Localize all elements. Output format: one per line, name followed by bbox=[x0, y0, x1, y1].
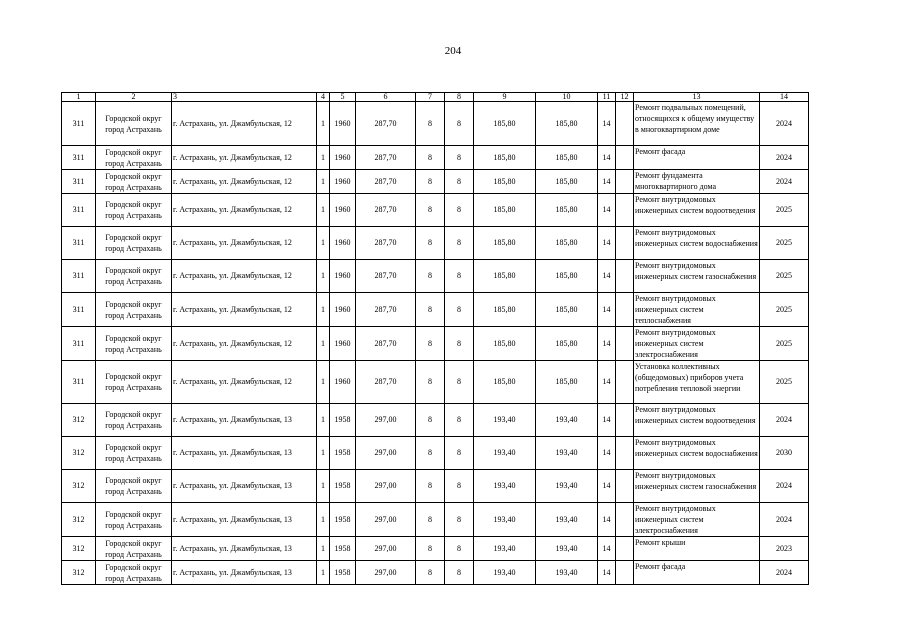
table-cell-col-11: 14 bbox=[598, 194, 616, 227]
table-cell-col-10: 193,40 bbox=[536, 470, 598, 503]
table-cell-col-5: 1960 bbox=[330, 194, 356, 227]
table-cell-col-5: 1960 bbox=[330, 170, 356, 194]
table-cell-col-5: 1960 bbox=[330, 102, 356, 146]
table-cell-col-1: 312 bbox=[62, 404, 96, 437]
table-cell-col-6: 297,00 bbox=[356, 561, 416, 585]
table-cell-col-10: 193,40 bbox=[536, 537, 598, 561]
table-cell-col-9: 193,40 bbox=[474, 561, 536, 585]
table-cell-col-13: Ремонт фундамента многоквартирного дома bbox=[634, 170, 760, 194]
table-cell-col-7: 8 bbox=[416, 537, 445, 561]
table-cell-col-10: 185,80 bbox=[536, 361, 598, 404]
table-cell-col-11: 14 bbox=[598, 470, 616, 503]
table-cell-col-3: г. Астрахань, ул. Джамбульская, 13 bbox=[172, 437, 317, 470]
table-cell-col-4: 1 bbox=[317, 194, 330, 227]
table-cell-col-5: 1960 bbox=[330, 227, 356, 260]
table-cell-col-9: 193,40 bbox=[474, 437, 536, 470]
table-cell-col-5: 1960 bbox=[330, 293, 356, 327]
table-cell-col-11: 14 bbox=[598, 293, 616, 327]
table-cell-col-6: 287,70 bbox=[356, 146, 416, 170]
table-cell-col-4: 1 bbox=[317, 293, 330, 327]
table-cell-col-7: 8 bbox=[416, 470, 445, 503]
table-cell-col-14: 2024 bbox=[760, 561, 809, 585]
table-cell-col-5: 1960 bbox=[330, 327, 356, 361]
table-cell-col-11: 14 bbox=[598, 146, 616, 170]
column-header-13: 13 bbox=[634, 93, 760, 102]
table-cell-col-5: 1958 bbox=[330, 561, 356, 585]
table-cell-col-8: 8 bbox=[445, 361, 474, 404]
table-cell-col-12 bbox=[616, 361, 634, 404]
table-cell-col-10: 193,40 bbox=[536, 437, 598, 470]
table-cell-col-13: Ремонт внутридомовых инженерных систем водоотведения bbox=[634, 194, 760, 227]
table-row bbox=[62, 146, 809, 170]
table-cell-col-11: 14 bbox=[598, 227, 616, 260]
table-cell-col-10: 185,80 bbox=[536, 293, 598, 327]
table-cell-col-14: 2024 bbox=[760, 102, 809, 146]
table-cell-col-8: 8 bbox=[445, 537, 474, 561]
table-cell-col-9: 185,80 bbox=[474, 260, 536, 293]
table-cell-col-13: Ремонт подвальных помещений, относящихся к общему имуществу в многоквартирном доме bbox=[634, 102, 760, 146]
table-cell-col-13: Ремонт внутридомовых инженерных систем электроснабжения bbox=[634, 503, 760, 537]
table-cell-col-7: 8 bbox=[416, 170, 445, 194]
table-cell-col-11: 14 bbox=[598, 404, 616, 437]
table-row bbox=[62, 327, 809, 361]
table-cell-col-12 bbox=[616, 561, 634, 585]
table-cell-col-12 bbox=[616, 227, 634, 260]
column-header-4: 4 bbox=[317, 93, 330, 102]
column-header-8: 8 bbox=[445, 93, 474, 102]
table-cell-col-10: 193,40 bbox=[536, 503, 598, 537]
table-cell-col-5: 1958 bbox=[330, 470, 356, 503]
table-cell-col-12 bbox=[616, 170, 634, 194]
table-cell-col-14: 2025 bbox=[760, 227, 809, 260]
table-cell-col-13: Ремонт внутридомовых инженерных систем электроснабжения bbox=[634, 327, 760, 361]
table-cell-col-1: 311 bbox=[62, 260, 96, 293]
table-row bbox=[62, 260, 809, 293]
table-cell-col-1: 311 bbox=[62, 194, 96, 227]
table-cell-col-8: 8 bbox=[445, 146, 474, 170]
table-cell-col-12 bbox=[616, 470, 634, 503]
table-cell-col-7: 8 bbox=[416, 404, 445, 437]
table-cell-col-3: г. Астрахань, ул. Джамбульская, 13 bbox=[172, 503, 317, 537]
table-cell-col-14: 2025 bbox=[760, 194, 809, 227]
table-cell-col-8: 8 bbox=[445, 227, 474, 260]
table-cell-col-10: 193,40 bbox=[536, 404, 598, 437]
table-row bbox=[62, 170, 809, 194]
table-cell-col-10: 193,40 bbox=[536, 561, 598, 585]
table-cell-col-5: 1960 bbox=[330, 146, 356, 170]
table-cell-col-2: Городской округ город Астрахань bbox=[96, 102, 172, 146]
table-cell-col-8: 8 bbox=[445, 561, 474, 585]
table-cell-col-14: 2030 bbox=[760, 437, 809, 470]
table-cell-col-2: Городской округ город Астрахань bbox=[96, 437, 172, 470]
table-cell-col-3: г. Астрахань, ул. Джамбульская, 12 bbox=[172, 170, 317, 194]
table-cell-col-3: г. Астрахань, ул. Джамбульская, 13 bbox=[172, 537, 317, 561]
table-cell-col-13: Ремонт внутридомовых инженерных систем газоснабжения bbox=[634, 470, 760, 503]
table-cell-col-7: 8 bbox=[416, 293, 445, 327]
table-cell-col-7: 8 bbox=[416, 146, 445, 170]
table-cell-col-9: 185,80 bbox=[474, 361, 536, 404]
table-cell-col-5: 1958 bbox=[330, 437, 356, 470]
table-cell-col-5: 1960 bbox=[330, 361, 356, 404]
table-cell-col-2: Городской округ город Астрахань bbox=[96, 146, 172, 170]
table-cell-col-5: 1958 bbox=[330, 404, 356, 437]
table-cell-col-14: 2024 bbox=[760, 404, 809, 437]
table-cell-col-11: 14 bbox=[598, 102, 616, 146]
table-cell-col-2: Городской округ город Астрахань bbox=[96, 194, 172, 227]
table-cell-col-7: 8 bbox=[416, 194, 445, 227]
table-cell-col-13: Ремонт фасада bbox=[634, 561, 760, 585]
table-cell-col-5: 1960 bbox=[330, 260, 356, 293]
table-cell-col-7: 8 bbox=[416, 361, 445, 404]
table-cell-col-13: Ремонт внутридомовых инженерных систем водоснабжения bbox=[634, 227, 760, 260]
table-cell-col-2: Городской округ город Астрахань bbox=[96, 404, 172, 437]
table-cell-col-2: Городской округ город Астрахань bbox=[96, 470, 172, 503]
table-cell-col-9: 185,80 bbox=[474, 327, 536, 361]
table-cell-col-11: 14 bbox=[598, 503, 616, 537]
table-cell-col-1: 312 bbox=[62, 503, 96, 537]
table-cell-col-14: 2024 bbox=[760, 146, 809, 170]
table-cell-col-11: 14 bbox=[598, 170, 616, 194]
table-row bbox=[62, 404, 809, 437]
table-cell-col-1: 311 bbox=[62, 361, 96, 404]
table-cell-col-4: 1 bbox=[317, 327, 330, 361]
table-cell-col-12 bbox=[616, 437, 634, 470]
table-cell-col-4: 1 bbox=[317, 170, 330, 194]
table-cell-col-2: Городской округ город Астрахань bbox=[96, 503, 172, 537]
table-cell-col-9: 185,80 bbox=[474, 227, 536, 260]
table-cell-col-2: Городской округ город Астрахань bbox=[96, 361, 172, 404]
table-cell-col-10: 185,80 bbox=[536, 170, 598, 194]
table-cell-col-5: 1958 bbox=[330, 537, 356, 561]
table-cell-col-3: г. Астрахань, ул. Джамбульская, 12 bbox=[172, 293, 317, 327]
table-cell-col-9: 193,40 bbox=[474, 470, 536, 503]
table-cell-col-11: 14 bbox=[598, 437, 616, 470]
column-header-9: 9 bbox=[474, 93, 536, 102]
table-cell-col-4: 1 bbox=[317, 146, 330, 170]
table-cell-col-1: 312 bbox=[62, 437, 96, 470]
table-cell-col-11: 14 bbox=[598, 327, 616, 361]
table-cell-col-13: Ремонт фасада bbox=[634, 146, 760, 170]
table-cell-col-3: г. Астрахань, ул. Джамбульская, 13 bbox=[172, 470, 317, 503]
table-cell-col-2: Городской округ город Астрахань bbox=[96, 170, 172, 194]
table-row bbox=[62, 102, 809, 146]
table-cell-col-6: 287,70 bbox=[356, 327, 416, 361]
table-cell-col-9: 193,40 bbox=[474, 503, 536, 537]
capital-repair-table bbox=[61, 92, 809, 585]
table-cell-col-3: г. Астрахань, ул. Джамбульская, 12 bbox=[172, 146, 317, 170]
table-cell-col-12 bbox=[616, 404, 634, 437]
table-cell-col-10: 185,80 bbox=[536, 146, 598, 170]
table-cell-col-4: 1 bbox=[317, 503, 330, 537]
column-header-12: 12 bbox=[616, 93, 634, 102]
table-row bbox=[62, 470, 809, 503]
table-cell-col-6: 287,70 bbox=[356, 293, 416, 327]
column-number-header bbox=[62, 93, 809, 102]
table-cell-col-10: 185,80 bbox=[536, 327, 598, 361]
table-cell-col-6: 287,70 bbox=[356, 227, 416, 260]
table-cell-col-13: Ремонт внутридомовых инженерных систем водоснабжения bbox=[634, 437, 760, 470]
table-cell-col-7: 8 bbox=[416, 561, 445, 585]
column-header-14: 14 bbox=[760, 93, 809, 102]
table-cell-col-6: 287,70 bbox=[356, 361, 416, 404]
table-cell-col-9: 185,80 bbox=[474, 170, 536, 194]
table-cell-col-12 bbox=[616, 102, 634, 146]
table-cell-col-2: Городской округ город Астрахань bbox=[96, 537, 172, 561]
table-cell-col-7: 8 bbox=[416, 327, 445, 361]
table-cell-col-9: 185,80 bbox=[474, 146, 536, 170]
table-cell-col-13: Ремонт внутридомовых инженерных систем теплоснабжения bbox=[634, 293, 760, 327]
table-cell-col-2: Городской округ город Астрахань bbox=[96, 227, 172, 260]
table-cell-col-12 bbox=[616, 194, 634, 227]
table-cell-col-11: 14 bbox=[598, 260, 616, 293]
table-row bbox=[62, 503, 809, 537]
table-cell-col-6: 297,00 bbox=[356, 537, 416, 561]
table-cell-col-13: Установка коллективных (общедомовых) приборов учета потребления тепловой энергии bbox=[634, 361, 760, 404]
table-cell-col-4: 1 bbox=[317, 227, 330, 260]
table-row bbox=[62, 561, 809, 585]
table-cell-col-3: г. Астрахань, ул. Джамбульская, 12 bbox=[172, 194, 317, 227]
table-row bbox=[62, 227, 809, 260]
table-cell-col-3: г. Астрахань, ул. Джамбульская, 12 bbox=[172, 361, 317, 404]
table-row bbox=[62, 437, 809, 470]
table-cell-col-8: 8 bbox=[445, 470, 474, 503]
table-cell-col-6: 287,70 bbox=[356, 260, 416, 293]
table-row bbox=[62, 361, 809, 404]
table-row bbox=[62, 293, 809, 327]
column-header-2: 2 bbox=[96, 93, 172, 102]
column-header-3: 3 bbox=[172, 93, 317, 102]
table-cell-col-11: 14 bbox=[598, 537, 616, 561]
table-cell-col-4: 1 bbox=[317, 470, 330, 503]
table-cell-col-4: 1 bbox=[317, 437, 330, 470]
table-cell-col-8: 8 bbox=[445, 170, 474, 194]
table-cell-col-12 bbox=[616, 293, 634, 327]
table-cell-col-6: 287,70 bbox=[356, 102, 416, 146]
table-cell-col-9: 185,80 bbox=[474, 293, 536, 327]
table-cell-col-6: 287,70 bbox=[356, 170, 416, 194]
table-cell-col-1: 312 bbox=[62, 470, 96, 503]
table-cell-col-1: 311 bbox=[62, 102, 96, 146]
table-cell-col-14: 2024 bbox=[760, 503, 809, 537]
column-header-5: 5 bbox=[330, 93, 356, 102]
table-cell-col-3: г. Астрахань, ул. Джамбульская, 12 bbox=[172, 260, 317, 293]
column-header-6: 6 bbox=[356, 93, 416, 102]
table-cell-col-1: 312 bbox=[62, 537, 96, 561]
table-cell-col-1: 311 bbox=[62, 146, 96, 170]
page-number: 204 bbox=[444, 45, 462, 57]
table-cell-col-4: 1 bbox=[317, 102, 330, 146]
table-cell-col-12 bbox=[616, 537, 634, 561]
table-cell-col-14: 2025 bbox=[760, 293, 809, 327]
table-cell-col-12 bbox=[616, 260, 634, 293]
table-cell-col-2: Городской округ город Астрахань bbox=[96, 293, 172, 327]
table-cell-col-1: 312 bbox=[62, 561, 96, 585]
table-cell-col-14: 2025 bbox=[760, 327, 809, 361]
table-cell-col-11: 14 bbox=[598, 361, 616, 404]
table-cell-col-7: 8 bbox=[416, 260, 445, 293]
table-cell-col-2: Городской округ город Астрахань bbox=[96, 327, 172, 361]
table-cell-col-10: 185,80 bbox=[536, 194, 598, 227]
table-cell-col-3: г. Астрахань, ул. Джамбульская, 12 bbox=[172, 102, 317, 146]
table-cell-col-8: 8 bbox=[445, 102, 474, 146]
table-cell-col-6: 297,00 bbox=[356, 503, 416, 537]
table-cell-col-5: 1958 bbox=[330, 503, 356, 537]
table-cell-col-1: 311 bbox=[62, 170, 96, 194]
table-cell-col-12 bbox=[616, 146, 634, 170]
table-cell-col-10: 185,80 bbox=[536, 227, 598, 260]
column-header-1: 1 bbox=[62, 93, 96, 102]
table-cell-col-3: г. Астрахань, ул. Джамбульская, 12 bbox=[172, 327, 317, 361]
table-cell-col-4: 1 bbox=[317, 404, 330, 437]
table-cell-col-6: 297,00 bbox=[356, 437, 416, 470]
table-cell-col-7: 8 bbox=[416, 503, 445, 537]
table-cell-col-12 bbox=[616, 327, 634, 361]
table-cell-col-14: 2024 bbox=[760, 170, 809, 194]
table-cell-col-8: 8 bbox=[445, 404, 474, 437]
table-cell-col-7: 8 bbox=[416, 227, 445, 260]
table-cell-col-7: 8 bbox=[416, 102, 445, 146]
table-cell-col-4: 1 bbox=[317, 561, 330, 585]
table-cell-col-6: 297,00 bbox=[356, 470, 416, 503]
table-cell-col-8: 8 bbox=[445, 503, 474, 537]
table-cell-col-14: 2025 bbox=[760, 361, 809, 404]
table-cell-col-9: 193,40 bbox=[474, 404, 536, 437]
table-cell-col-4: 1 bbox=[317, 537, 330, 561]
table-cell-col-12 bbox=[616, 503, 634, 537]
table-cell-col-3: г. Астрахань, ул. Джамбульская, 13 bbox=[172, 404, 317, 437]
table-cell-col-3: г. Астрахань, ул. Джамбульская, 13 bbox=[172, 561, 317, 585]
table-cell-col-9: 185,80 bbox=[474, 194, 536, 227]
column-header-7: 7 bbox=[416, 93, 445, 102]
table-cell-col-4: 1 bbox=[317, 361, 330, 404]
table-cell-col-8: 8 bbox=[445, 327, 474, 361]
table-cell-col-2: Городской округ город Астрахань bbox=[96, 260, 172, 293]
table-cell-col-8: 8 bbox=[445, 437, 474, 470]
table-cell-col-1: 311 bbox=[62, 227, 96, 260]
column-header-11: 11 bbox=[598, 93, 616, 102]
column-header-10: 10 bbox=[536, 93, 598, 102]
table-cell-col-13: Ремонт крыши bbox=[634, 537, 760, 561]
table-cell-col-13: Ремонт внутридомовых инженерных систем водоотведения bbox=[634, 404, 760, 437]
table-cell-col-2: Городской округ город Астрахань bbox=[96, 561, 172, 585]
table-cell-col-14: 2024 bbox=[760, 470, 809, 503]
table-cell-col-7: 8 bbox=[416, 437, 445, 470]
table-cell-col-8: 8 bbox=[445, 194, 474, 227]
table-cell-col-9: 185,80 bbox=[474, 102, 536, 146]
table-cell-col-11: 14 bbox=[598, 561, 616, 585]
table-cell-col-9: 193,40 bbox=[474, 537, 536, 561]
table-cell-col-8: 8 bbox=[445, 260, 474, 293]
table-cell-col-10: 185,80 bbox=[536, 102, 598, 146]
table-row bbox=[62, 194, 809, 227]
table-cell-col-4: 1 bbox=[317, 260, 330, 293]
table-cell-col-6: 297,00 bbox=[356, 404, 416, 437]
table-cell-col-13: Ремонт внутридомовых инженерных систем газоснабжения bbox=[634, 260, 760, 293]
table-cell-col-6: 287,70 bbox=[356, 194, 416, 227]
table-cell-col-1: 311 bbox=[62, 327, 96, 361]
table-cell-col-3: г. Астрахань, ул. Джамбульская, 12 bbox=[172, 227, 317, 260]
table-cell-col-10: 185,80 bbox=[536, 260, 598, 293]
table-cell-col-1: 311 bbox=[62, 293, 96, 327]
table-cell-col-8: 8 bbox=[445, 293, 474, 327]
table-cell-col-14: 2023 bbox=[760, 537, 809, 561]
table-cell-col-14: 2025 bbox=[760, 260, 809, 293]
table-row bbox=[62, 537, 809, 561]
